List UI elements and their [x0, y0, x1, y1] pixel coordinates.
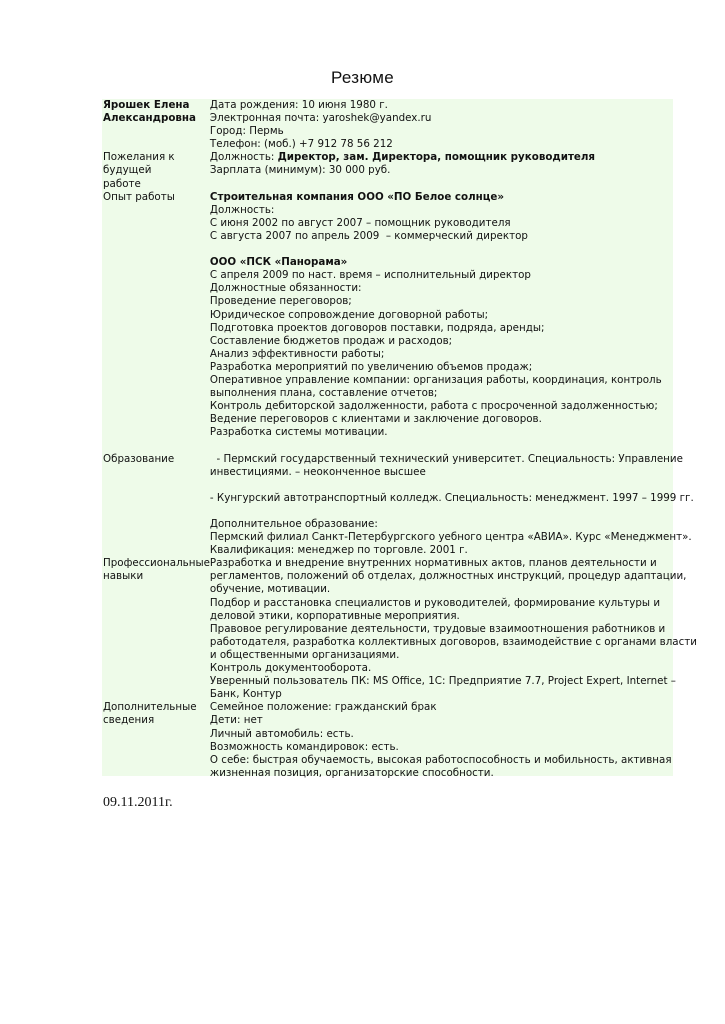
skill-line: работодателя, разработка коллективных договоров, взаимодействие с органами власти — [209, 635, 697, 648]
experience-line: Проведение переговоров; — [209, 295, 352, 308]
person-name — [102, 99, 210, 151]
company-1-details — [210, 204, 697, 243]
experience-line: Оперативное управление компании: организация работы, координация, контроль — [209, 373, 662, 386]
additional-line: Личный автомобиль: есть. — [209, 727, 354, 740]
skill-line: Банк, Контур — [209, 688, 282, 701]
birth-date: Дата рождения: 10 июня 1980 г. — [209, 99, 388, 111]
education-line: - Пермский государственный технический университет. Специальность: Управление — [209, 452, 683, 465]
row-skills — [102, 557, 697, 701]
education-line: Пермский филиал Санкт-Петербургского уебного центра «АВИА». Курс «Менеджмент». — [209, 531, 692, 544]
education-block — [210, 453, 697, 558]
education-line: инвестициями. – неоконченное высшее — [209, 465, 426, 478]
spacer — [210, 243, 697, 256]
skill-line: и общественными организациями. — [209, 648, 400, 661]
skill-line: Правовое регулирование деятельности, трудовые взаимоотношения работников и — [209, 622, 666, 635]
row-additional — [102, 701, 697, 780]
email: Электронная почта: yaroshek@yandex.ru — [209, 112, 432, 125]
experience-block — [210, 191, 697, 453]
education-line: Квалификация: менеджер по торговле. 2001 г. — [209, 544, 468, 557]
page-title: Резюме — [331, 68, 394, 87]
name-line-1: Ярошек Елена — [103, 99, 190, 111]
skill-line: обучение, мотивации. — [209, 583, 331, 596]
row-education — [102, 453, 697, 558]
additional-line: Дети: нет — [209, 714, 263, 727]
skill-line: Подбор и расстановка специалистов и руководителей, формирование культуры и — [209, 596, 661, 609]
skill-line: регламентов, положений об отделах, должностных инструкций, процедур адаптации, — [209, 570, 687, 583]
experience-line: Контроль дебиторской задолженности, работа с просроченной задолженностью; — [209, 400, 658, 413]
skills-label-line-1: Профессиональные — [103, 557, 210, 570]
resume-table — [102, 99, 697, 779]
contacts-block — [210, 99, 697, 151]
skill-line: Разработка и внедрение внутренних нормативных актов, планов деятельности и — [209, 557, 657, 570]
additional-block — [210, 701, 697, 780]
additional-line: Возможность командировок: есть. — [209, 740, 399, 753]
experience-line: выполнения плана, составление отчетов; — [209, 387, 438, 400]
education-label: Образование — [103, 452, 175, 465]
wishes-label — [102, 151, 210, 190]
experience-line: Должность: — [209, 203, 275, 216]
additional-line: жизненная позиция, организаторские способности. — [209, 766, 494, 779]
skill-line: Контроль документооборота. — [209, 662, 372, 675]
skills-label-line-2: навыки — [103, 570, 144, 583]
skill-line: деловой этики, корпоративные мероприятия. — [209, 609, 460, 622]
education-line — [210, 479, 697, 492]
position-value: Директор, зам. Директора, помощник руководителя — [277, 151, 596, 164]
company-2: ООО «ПСК «Панорама» — [209, 256, 348, 269]
experience-label: Опыт работы — [103, 190, 175, 203]
experience-line: Разработка системы мотивации. — [209, 426, 388, 439]
row-wishes — [102, 151, 697, 190]
experience-line: Должностные обязанности: — [209, 282, 362, 295]
position-label: Должность: — [209, 151, 278, 164]
experience-line: С апреля 2009 по наст. время – исполнительный директор — [209, 269, 531, 282]
desired-position — [210, 151, 697, 164]
experience-line: Анализ эффективности работы; — [209, 347, 385, 360]
wishes-block — [210, 151, 697, 190]
experience-line: С июня 2002 по август 2007 – помощник руководителя — [209, 216, 511, 229]
education-line: - Кунгурский автотранспортный колледж. Специальность: менеджмент. 1997 – 1999 гг. — [209, 491, 694, 504]
education-line: Дополнительное образование: — [209, 518, 378, 530]
additional-line: О себе: быстрая обучаемость, высокая работоспособность и мобильность, активная — [209, 753, 672, 766]
experience-line: Разработка мероприятий по увеличению объемов продаж; — [209, 360, 533, 373]
additional-label-line-2: сведения — [103, 714, 155, 727]
additional-line: Семейное положение: гражданский брак — [209, 701, 437, 714]
phone: Телефон: (моб.) +7 912 78 56 212 — [209, 138, 393, 151]
row-personal — [102, 99, 697, 151]
experience-line: Подготовка проектов договоров поставки, подряда, аренды; — [209, 321, 545, 334]
additional-label-line-1: Дополнительные — [103, 701, 197, 714]
wishes-label-line-2: работе — [103, 177, 141, 190]
salary: Зарплата (минимум): 30 000 руб. — [209, 164, 391, 177]
document-date: 09.11.2011г. — [103, 795, 173, 810]
company-1: Строительная компания ООО «ПО Белое солнце» — [209, 190, 505, 203]
experience-line: Юридическое сопровождение договорной работы; — [209, 308, 489, 321]
experience-line: Составление бюджетов продаж и расходов; — [209, 334, 453, 347]
skills-label — [102, 557, 210, 701]
spacer — [210, 439, 697, 452]
additional-label — [102, 701, 210, 780]
city: Город: Пермь — [209, 125, 284, 138]
skills-block — [210, 557, 697, 701]
company-2-details — [210, 269, 697, 439]
name-line-2: Александровна — [103, 112, 196, 125]
wishes-label-line-1: Пожелания к будущей — [103, 151, 175, 177]
education-line — [210, 505, 697, 518]
skill-line: Уверенный пользователь ПК: MS Office, 1С: Предприятие 7.7, Project Expert, Internet – — [209, 675, 676, 688]
experience-line: Ведение переговоров с клиентами и заключение договоров. — [209, 413, 542, 426]
row-experience — [102, 191, 697, 453]
experience-line: С августа 2007 по апрель 2009 – коммерческий директор — [209, 229, 528, 242]
